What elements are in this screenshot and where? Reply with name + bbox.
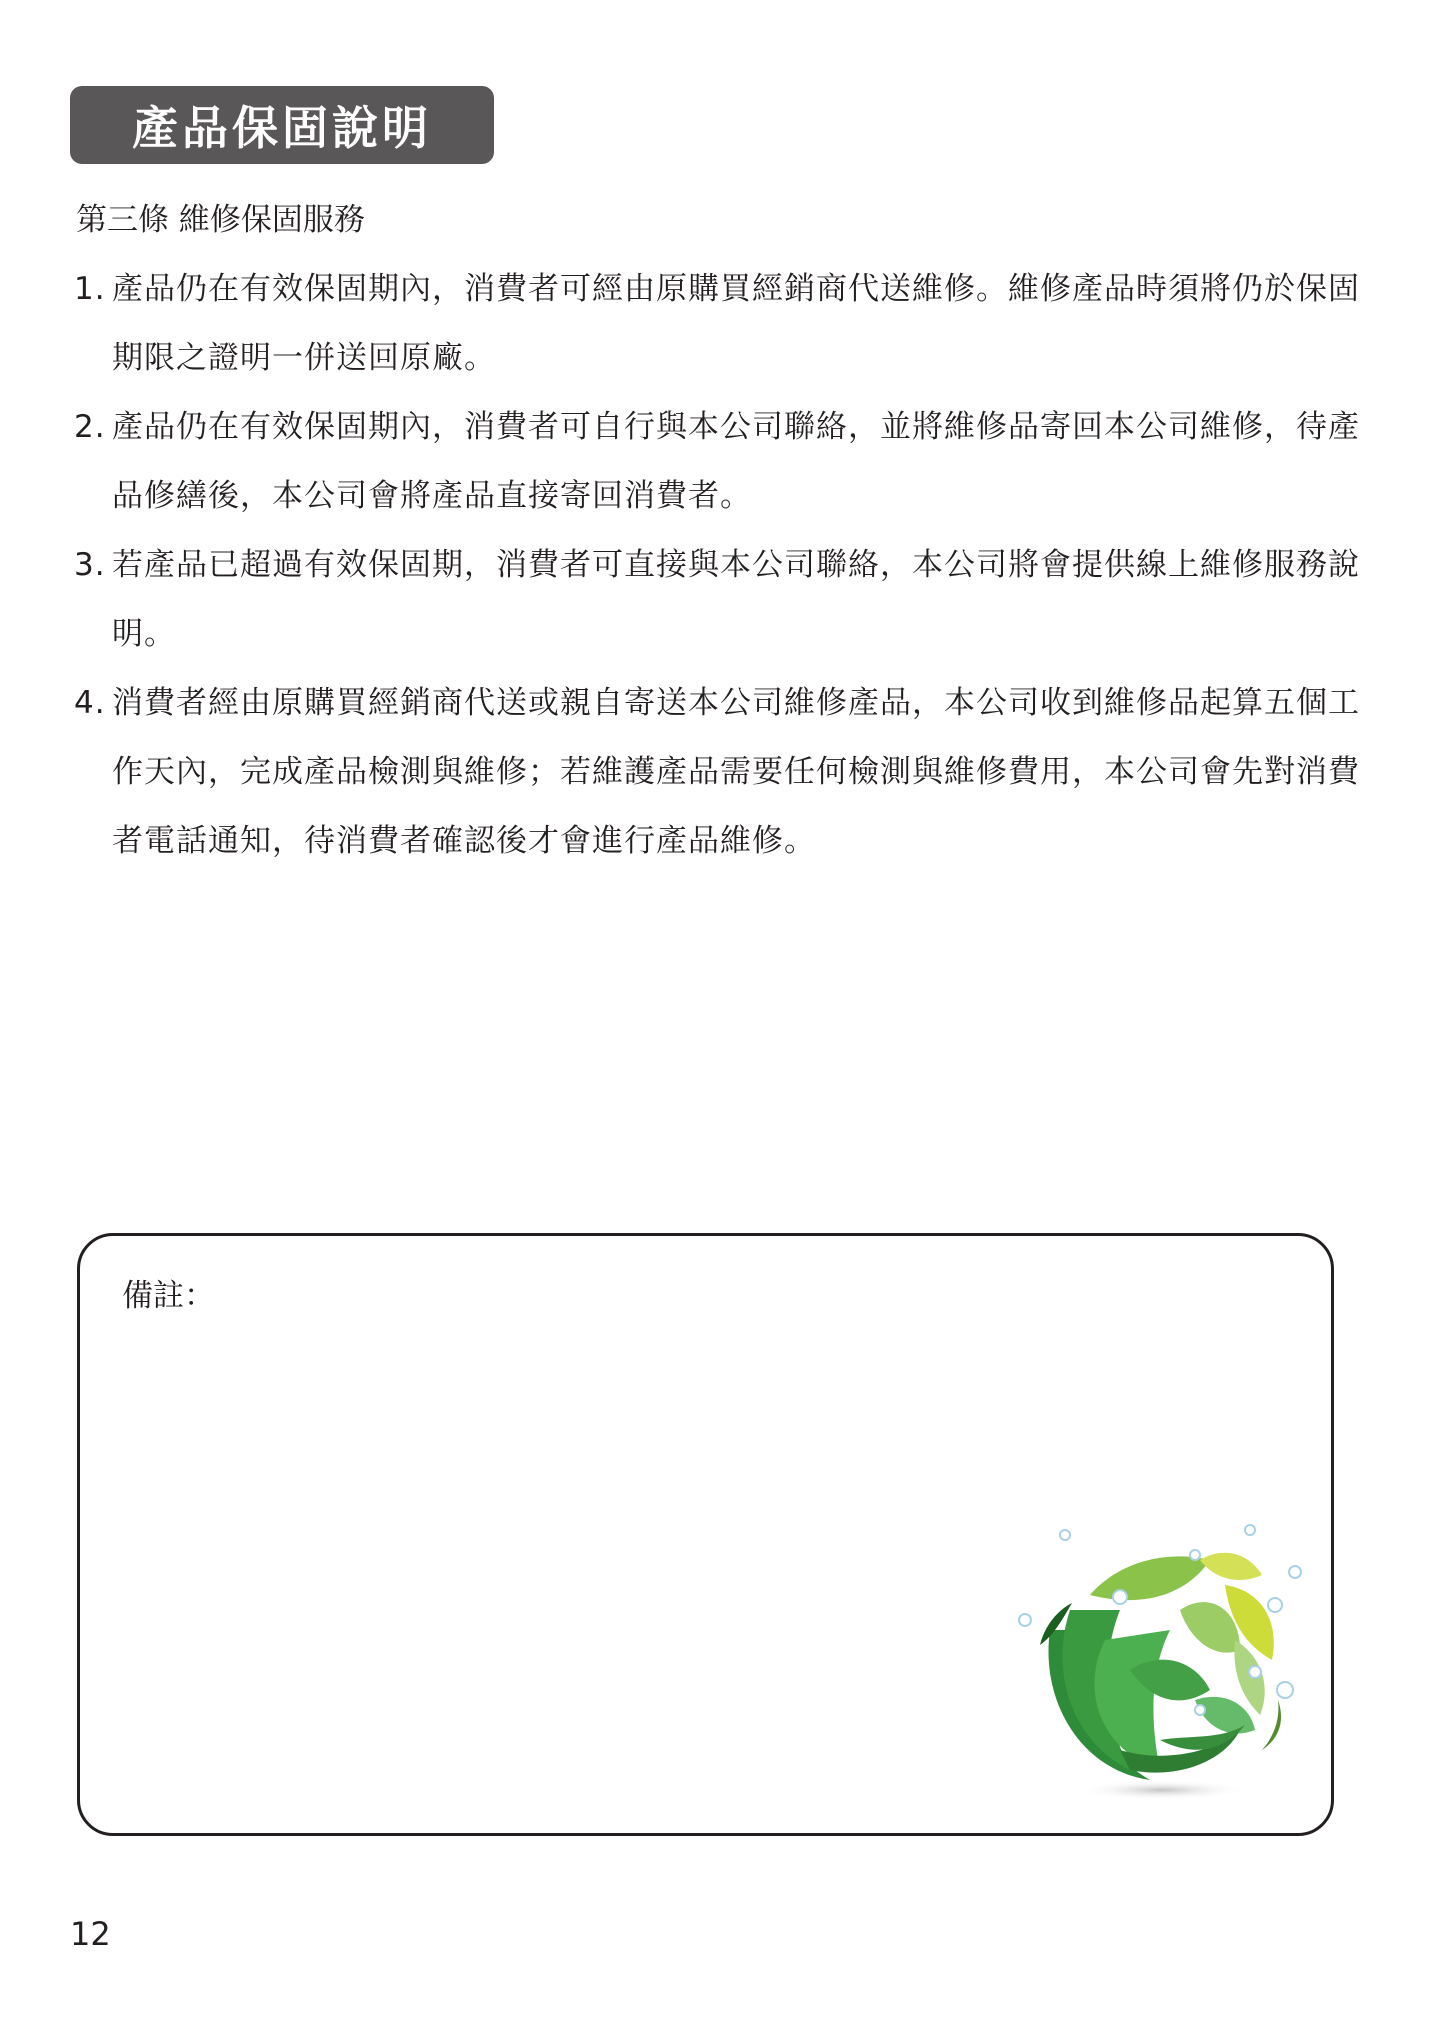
section-heading: 第三條 維修保固服務 xyxy=(76,202,365,238)
clause-item xyxy=(72,669,1362,876)
clause-item xyxy=(72,531,1362,669)
clause-text: 若產品已超過有效保固期，消費者可直接與本公司聯絡，本公司將會提供線上維修服務說明。 xyxy=(112,547,1360,652)
clause-list xyxy=(72,255,1362,876)
title-banner xyxy=(70,86,494,164)
page-title: 產品保固說明 xyxy=(132,101,432,155)
clause-text: 消費者經由原購買經銷商代送或親自寄送本公司維修產品，本公司收到維修品起算五個工作天內，完成產品檢測與維修；若維護產品需要任何檢測與維修費用，本公司會先對消費者電話通知，待消費者確認後才會進行產品維修。 xyxy=(112,685,1360,859)
clause-number: 4. xyxy=(74,685,106,721)
clause-number: 3. xyxy=(74,547,106,583)
clause-text: 產品仍在有效保固期內，消費者可經由原購買經銷商代送維修。維修產品時須將仍於保固期限之證明一併送回原廠。 xyxy=(112,271,1360,376)
clause-item xyxy=(72,393,1362,531)
clause-number: 1. xyxy=(74,271,106,307)
page-number: 12 xyxy=(70,1915,111,1953)
notes-label: 備註： xyxy=(122,1278,215,1314)
clause-text: 產品仍在有效保固期內，消費者可自行與本公司聯絡，並將維修品寄回本公司維修，待產品修繕後，本公司會將產品直接寄回消費者。 xyxy=(112,409,1360,514)
clause-number: 2. xyxy=(74,409,106,445)
clause-item xyxy=(72,255,1362,393)
green-leaf-globe-icon xyxy=(1010,1500,1310,1810)
